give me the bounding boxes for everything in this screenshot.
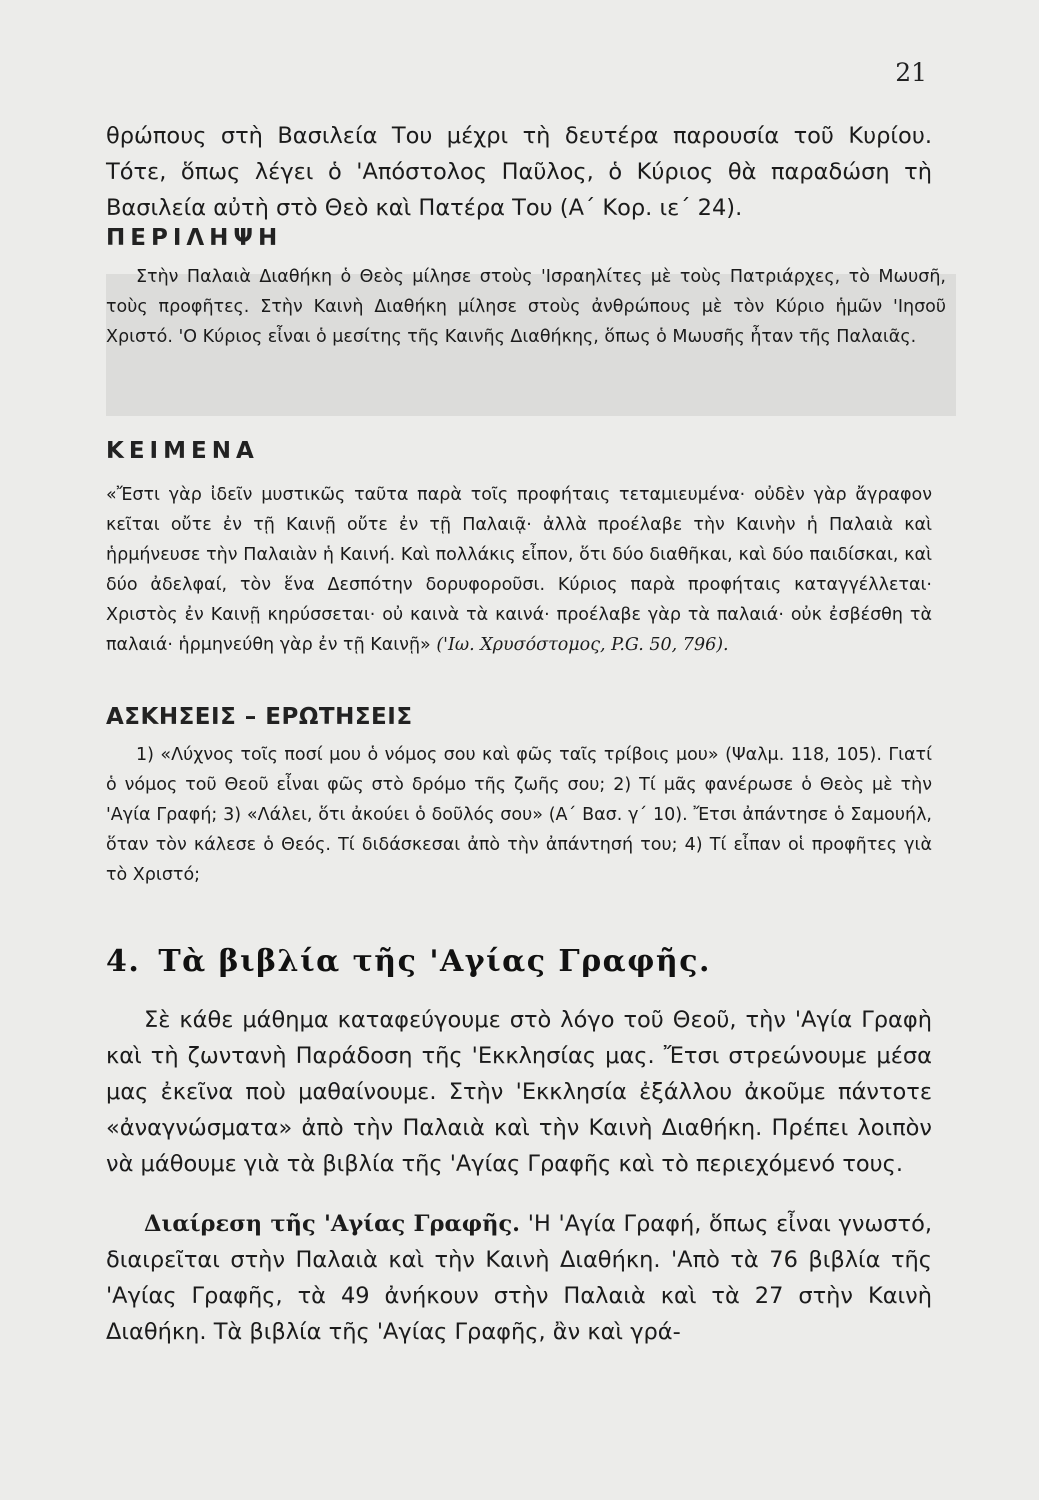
intro-section [106,118,932,226]
texts-heading: ΚΕΙΜΕΝΑ [106,438,259,464]
summary-section [106,262,946,352]
summary-text: Στὴν Παλαιὰ Διαθήκη ὁ Θεὸς μίλησε στοὺς 'Ισραηλίτες μὲ τοὺς Πατριάρχες, τὸ Μωυσῆ, τοὺς προφῆτες. Στὴν Καινὴ Διαθήκη μίλησε στοὺς ἀνθρώπους μὲ τὸν Κύριο ἡμῶν 'Ιησοῦ Χριστό. 'Ο Κύριος εἶναι ὁ μεσίτης τῆς Καινῆς Διαθήκης, ὅπως ὁ Μωυσῆς ἦταν τῆς Παλαιᾶς. [106,267,946,347]
texts-quote: «Ἔστι γὰρ ἰδεῖν μυστικῶς ταῦτα παρὰ τοῖς προφήταις τεταμιευμένα· οὐδὲν γὰρ ἄγραφον κεῖται οὔτε ἐν τῇ Καινῇ οὔτε ἐν τῇ Παλαιᾷ· ἀλλὰ προέλαβε τὴν Καινὴν ἡ Παλαιὰ καὶ ἡρμήνευσε τὴν Παλαιὰν ἡ Καινή. Καὶ πολλάκις εἶπον, ὅτι δύο διαθῆκαι, καὶ δύο παιδίσκαι, καὶ δύο ἀδελφαί, τὸν ἕνα Δεσπότην δορυφοροῦσι. Κύριος παρὰ προφήταις καταγγέλλεται· Χριστὸς ἐν Καινῇ κηρύσσεται· οὐ καινὰ τὰ καινά· προέλαβε γὰρ τὰ παλαιά· οὐκ ἐσβέσθη τὰ παλαιά· ἡρμηνεύθη γὰρ ἐν τῇ Καινῇ» [106,485,932,655]
chapter-title: Τὰ βιβλία τῆς 'Αγίας Γραφῆς. [158,944,711,979]
exercises-heading-wrap [106,704,932,730]
texts-citation: ('Ιω. Χρυσόστομος, P.G. 50, 796). [436,635,729,655]
exercises-section [106,740,932,890]
texts-section [106,480,932,660]
summary-heading: ΠΕΡΙΛΗΨΗ [106,225,283,251]
division-run-in-heading: Διαίρεση τῆς 'Αγίας Γραφῆς. [144,1211,521,1237]
chapter-body [106,1002,932,1350]
intro-paragraph: θρώπους στὴ Βασιλεία Του μέχρι τὴ δευτέρα παρουσία τοῦ Κυρίου. Τότε, ὅπως λέγει ὁ 'Απόστολος Παῦλος, ὁ Κύριος θὰ παραδώση τὴ Βασιλεία αὐτὴ στὸ Θεὸ καὶ Πατέρα Του (Α΄ Κορ. ιε΄ 24). [106,123,932,221]
exercises-heading: ΑΣΚΗΣΕΙΣ – ΕΡΩΤΗΣΕΙΣ [106,704,413,730]
chapter-paragraph-1: Σὲ κάθε μάθημα καταφεύγουμε στὸ λόγο τοῦ Θεοῦ, τὴν 'Αγία Γραφὴ καὶ τὴ ζωντανὴ Παράδοση τῆς 'Εκκλησίας μας. Ἔτσι στρεώνουμε μέσα μας ἐκεῖνα ποὺ μαθαίνουμε. Στὴν 'Εκκλησία ἐξάλλου ἀκοῦμε πάντοτε «ἀναγνώσματα» ἀπὸ τὴν Παλαιὰ καὶ τὴν Καινὴ Διαθήκη. Πρέπει λοιπὸν νὰ μάθουμε γιὰ τὰ βιβλία τῆς 'Αγίας Γραφῆς καὶ τὸ περιεχόμενό τους. [106,1007,932,1177]
chapter-heading [106,944,932,979]
exercises-text: 1) «Λύχνος τοῖς ποσί μου ὁ νόμος σου καὶ φῶς ταῖς τρίβοις μου» (Ψαλμ. 118, 105). Γιατί ὁ νόμος τοῦ Θεοῦ εἶναι φῶς στὸ δρόμο τῆς ζωῆς σου; 2) Τί μᾶς φανέρωσε ὁ Θεὸς μὲ τὴν 'Αγία Γραφή; 3) «Λάλει, ὅτι ἀκούει ὁ δοῦλός σου» (Α΄ Βασ. γ΄ 10). Ἔτσι ἀπάντησε ὁ Σαμουήλ, ὅταν τὸν κάλεσε ὁ Θεός. Τί διδάσκεσαι ἀπὸ τὴν ἀπάντησή του; 4) Τί εἶπαν οἱ προφῆτες γιὰ τὸ Χριστό; [106,745,932,885]
chapter-paragraph-2-text: 'Η 'Αγία Γραφή, ὅπως εἶναι γνωστό, διαιρεῖται στὴν Παλαιὰ καὶ τὴν Καινὴ Διαθήκη. 'Απὸ τὰ 76 βιβλία τῆς 'Αγίας Γραφῆς, τὰ 49 ἀνήκουν στὴν Παλαιὰ καὶ τὰ 27 στὴν Καινὴ Διαθήκη. Τὰ βιβλία τῆς 'Αγίας Γραφῆς, ἂν καὶ γρά- [106,1211,933,1345]
chapter-paragraph-2 [106,1206,932,1350]
texts-heading-wrap [106,438,932,464]
summary-heading-wrap [106,225,932,251]
page-number: 21 [895,58,927,87]
texts-quote-paragraph [106,480,932,660]
chapter-number: 4. [106,944,141,979]
chapter-title-line [106,944,932,979]
